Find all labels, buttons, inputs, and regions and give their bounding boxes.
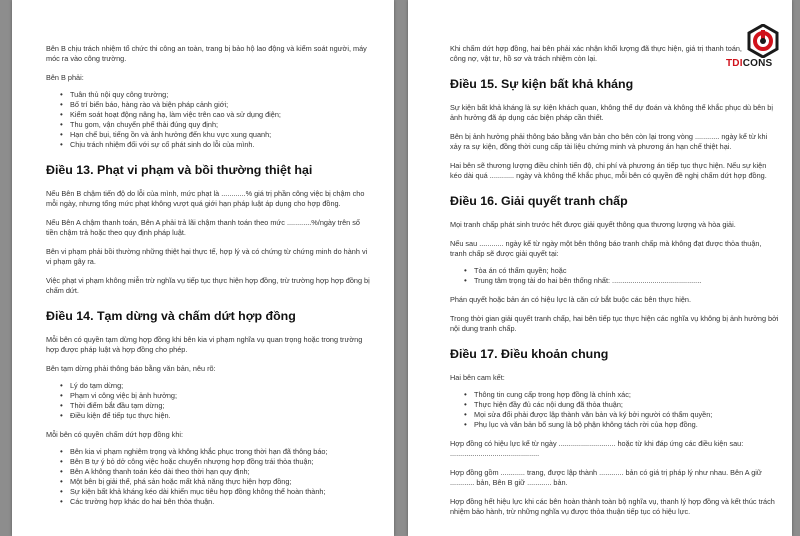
termination-list <box>60 447 370 507</box>
list-item: • Lý do tạm dừng; <box>60 381 370 391</box>
document-page-right <box>408 0 792 536</box>
list-item: • Bên kia vi phạm nghiêm trọng và không khắc phục trong thời hạn đã thông báo; <box>60 447 370 457</box>
suspension-list <box>60 381 370 421</box>
list-item: • Bên A không thanh toán kéo dài theo thời hạn quy định; <box>60 467 370 477</box>
paragraph: Hợp đồng có hiệu lực kể từ ngày ............................ hoặc từ khi đáp ứng các điều kiện sau: ............................................ <box>450 439 744 458</box>
paragraph: Mọi tranh chấp phát sinh trước hết được giải quyết thông qua thương lượng và hòa giải. <box>450 220 736 229</box>
list-item: • Phạm vi công việc bị ảnh hưởng; <box>60 391 370 401</box>
list-item: • Trung tâm trọng tài do hai bên thống nhất: ............................................ <box>464 276 780 286</box>
list-item: • Bên B tự ý bỏ dở công việc hoặc chuyển nhượng hợp đồng trái thỏa thuận; <box>60 457 370 467</box>
list-item: • Kiểm soát hoạt động nâng hạ, làm việc trên cao và sử dụng điện; <box>60 110 370 120</box>
paragraph: Bên tạm dừng phải thông báo bằng văn bản, nêu rõ: <box>46 364 216 373</box>
article-17-heading: Điều 17. Điều khoản chung <box>450 347 609 361</box>
list-item: • Thông tin cung cấp trong hợp đồng là chính xác; <box>464 390 780 400</box>
paragraph: Nếu Bên A chậm thanh toán, Bên A phải trả lãi chậm thanh toán theo mức ............%/ngày trên số tiền chậm trả hoặc theo quy định pháp luật. <box>46 218 360 237</box>
partyb-label: Bên B phải: <box>46 73 84 82</box>
paragraph: Mỗi bên có quyền chấm dứt hợp đồng khi: <box>46 430 184 439</box>
paragraph: Hai bên cam kết: <box>450 373 505 382</box>
list-item: • Các trường hợp khác do hai bên thỏa thuận. <box>60 497 370 507</box>
paragraph: Nếu Bên B chậm tiến độ do lỗi của mình, mức phạt là ............% giá trị phần công việc bị chậm cho mỗi ngày, nhưng tổng mức phạt không vượt quá giới hạn pháp luật áp dụng cho hợp đồng. <box>46 189 365 208</box>
paragraph: Nếu sau ............ ngày kể từ ngày một bên thông báo tranh chấp mà không đạt được thỏa thuận, tranh chấp sẽ được giải quyết tại: <box>450 239 762 258</box>
paragraph: Bên vi phạm phải bồi thường những thiệt hại thực tế, hợp lý và có chứng từ chứng minh do hành vi vi phạm gây ra. <box>46 247 368 266</box>
paragraph: Phán quyết hoặc bản án có hiệu lực là căn cứ bắt buộc các bên thực hiện. <box>450 295 692 304</box>
article-14-heading: Điều 14. Tạm dừng và chấm dứt hợp đồng <box>46 309 296 323</box>
paragraph: Bên bị ảnh hưởng phải thông báo bằng văn bản cho bên còn lại trong vòng ............ ngày kể từ khi xảy ra sự kiện, đồng thời cung cấp tài liệu chứng minh và phương án hạn chế thiệt hại. <box>450 132 768 151</box>
list-item: • Tuân thủ nội quy công trường; <box>60 90 370 100</box>
list-item: • Thực hiện đầy đủ các nội dung đã thỏa thuận; <box>464 400 780 410</box>
page-right-content <box>450 44 780 526</box>
paragraph: Hợp đồng hết hiệu lực khi các bên hoàn thành toàn bộ nghĩa vụ, thanh lý hợp đồng và kết thúc trách nhiệm bảo hành, trừ những nghĩa vụ được thỏa thuận tiếp tục có hiệu lực. <box>450 497 775 516</box>
list-item: • Mọi sửa đổi phải được lập thành văn bản và ký bởi người có thẩm quyền; <box>464 410 780 420</box>
list-item: • Thu gom, vận chuyển phế thải đúng quy định; <box>60 120 370 130</box>
article-13-heading: Điều 13. Phạt vi phạm và bồi thường thiệt hại <box>46 163 313 177</box>
paragraph: Trong thời gian giải quyết tranh chấp, hai bên tiếp tục thực hiện các nghĩa vụ không bị ảnh hưởng bởi nội dung tranh chấp. <box>450 314 779 333</box>
list-item: • Chịu trách nhiệm đối với sự cố phát sinh do lỗi của mình. <box>60 140 370 150</box>
document-page-left <box>12 0 394 536</box>
paragraph: Khi chấm dứt hợp đồng, hai bên phải xác nhận khối lượng đã thực hiện, giá trị thanh toán, công nợ, vật tư, hồ sơ và trách nhiệm còn lại. <box>450 44 742 63</box>
article-15-heading: Điều 15. Sự kiện bất khả kháng <box>450 77 634 91</box>
intro-paragraph: Bên B chịu trách nhiệm tổ chức thi công an toàn, trang bị bảo hộ lao động và kiểm soát người, máy móc ra vào công trường. <box>46 44 367 63</box>
list-item: • Phụ lục và văn bản bổ sung là bộ phận không tách rời của hợp đồng. <box>464 420 780 430</box>
paragraph: Việc phạt vi phạm không miễn trừ nghĩa vụ tiếp tục thực hiện hợp đồng, trừ trường hợp hợp đồng bị chấm dứt. <box>46 276 370 295</box>
list-item: • Điều kiện để tiếp tục thực hiện. <box>60 411 370 421</box>
paragraph: Hai bên sẽ thương lượng điều chỉnh tiến độ, chi phí và phương án tiếp tục thực hiện. Nếu sự kiện kéo dài quá ............ ngày và không thể khắc phục, mỗi bên có quyền đề nghị chấm dứt hợp đồng. <box>450 161 767 180</box>
paragraph: Hợp đồng gồm ............ trang, được lập thành ............ bản có giá trị pháp lý như nhau. Bên A giữ ............ bản, Bên B giữ ............ bản. <box>450 468 762 487</box>
tdicons-logo-icon <box>746 24 780 58</box>
dispute-venue-list <box>464 266 780 286</box>
list-item: • Tòa án có thẩm quyền; hoặc <box>464 266 780 276</box>
list-item: • Hạn chế bụi, tiếng ồn và ảnh hưởng đến khu vực xung quanh; <box>60 130 370 140</box>
paragraph: Sự kiện bất khả kháng là sự kiện khách quan, không thể dự đoán và không thể khắc phục dù bên bị ảnh hưởng đã áp dụng các biện pháp cần thiết. <box>450 103 773 122</box>
commitment-list <box>464 390 780 430</box>
partyb-list <box>60 90 370 150</box>
paragraph: Mỗi bên có quyền tạm dừng hợp đồng khi bên kia vi phạm nghĩa vụ quan trọng hoặc trong trường hợp được pháp luật và hợp đồng cho phép. <box>46 335 363 354</box>
list-item: • Một bên bị giải thể, phá sản hoặc mất khả năng thực hiện hợp đồng; <box>60 477 370 487</box>
list-item: • Thời điểm bắt đầu tạm dừng; <box>60 401 370 411</box>
list-item: • Sự kiện bất khả kháng kéo dài khiến mục tiêu hợp đồng không thể hoàn thành; <box>60 487 370 497</box>
page-left-content <box>46 44 370 516</box>
logo-wordmark: TDICONS <box>726 58 773 69</box>
article-16-heading: Điều 16. Giải quyết tranh chấp <box>450 194 628 208</box>
list-item: • Bố trí biển báo, hàng rào và biện pháp cảnh giới; <box>60 100 370 110</box>
